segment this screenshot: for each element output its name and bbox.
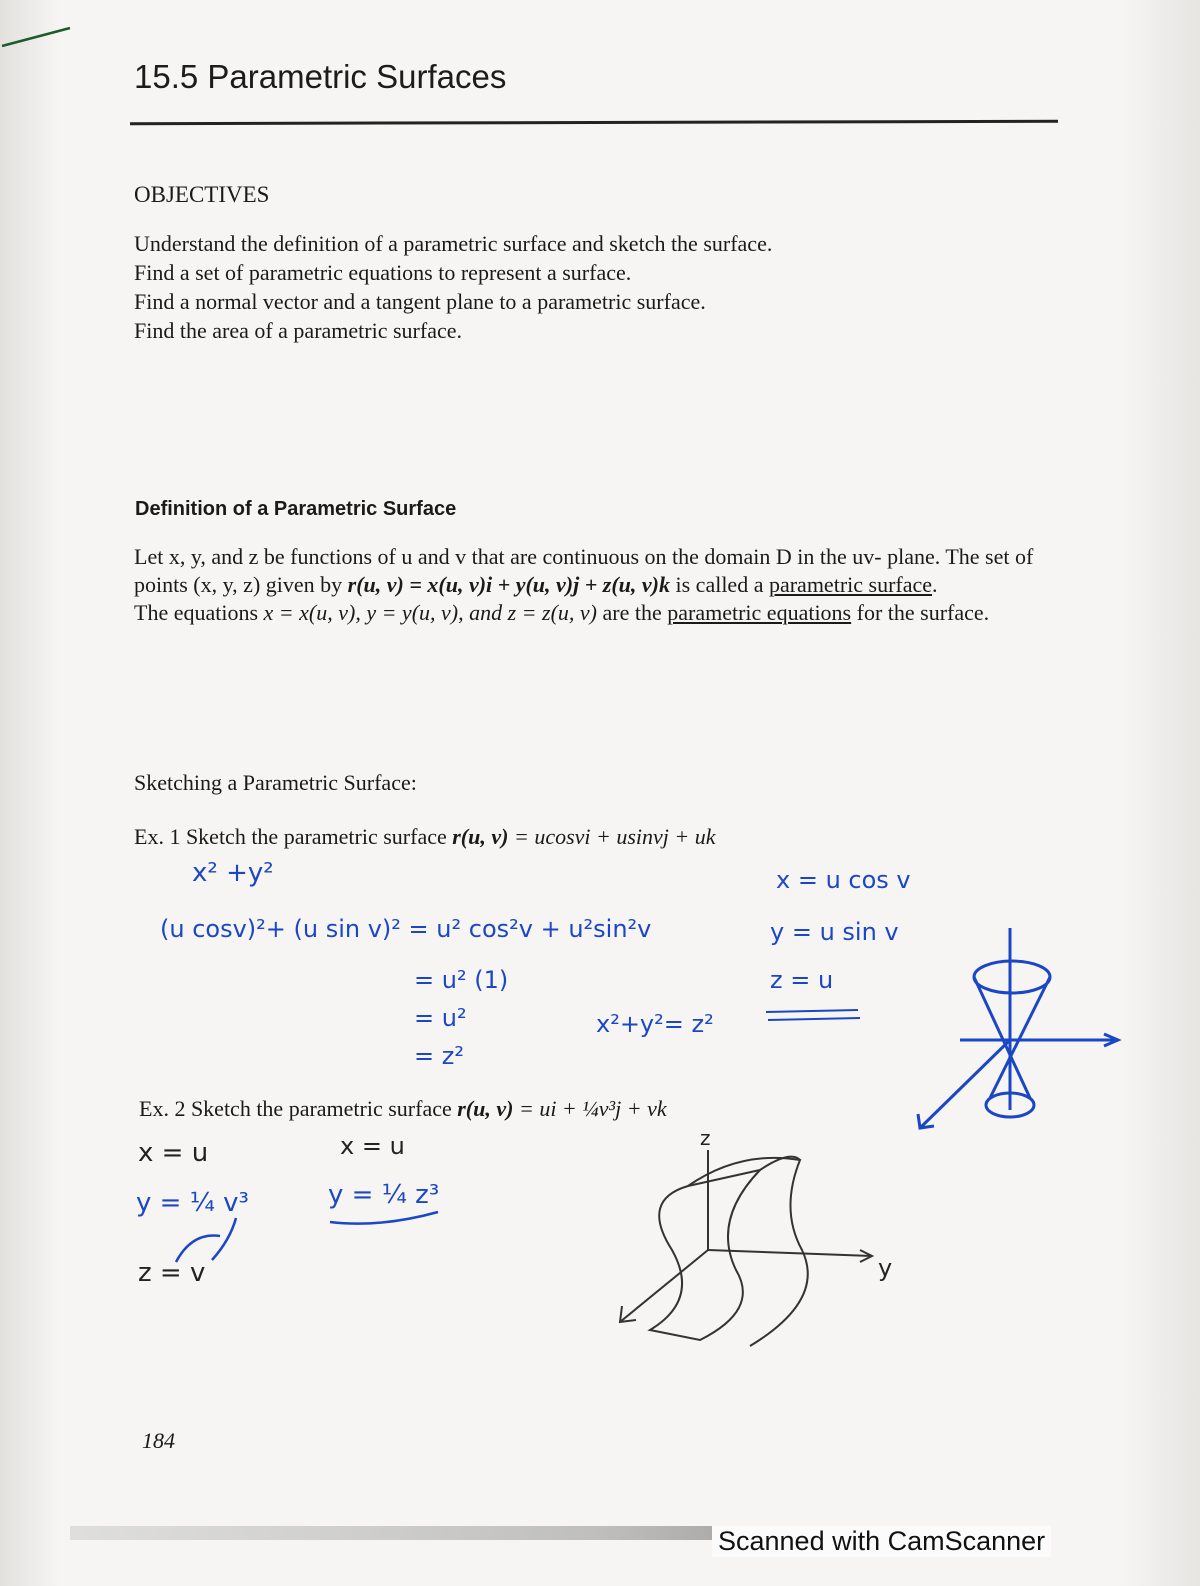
hw-ex1-param-z: z = u: [770, 966, 834, 994]
scan-edge-artifact: [70, 1526, 730, 1540]
hw-ex1-param-x: x = u cos v: [776, 866, 911, 894]
page-title: 15.5 Parametric Surfaces: [134, 58, 507, 95]
example-label: Ex. 1 Sketch the parametric surface: [134, 824, 453, 849]
objective-item: Find a set of parametric equations to represent a surface.: [134, 260, 632, 285]
definition-term: parametric equations: [667, 600, 852, 625]
definition-text: are the: [597, 600, 668, 625]
cone-top-ellipse: [974, 961, 1050, 993]
example-equation-lhs: r(u, v): [452, 824, 509, 849]
hw-ex1-line2: (u cosv)²+ (u sin v)² = u² cos²v + u²sin²v: [160, 915, 652, 943]
hw-ex2-mid-y: y = ¼ z³: [328, 1180, 440, 1210]
objectives-heading: OBJECTIVES: [134, 182, 270, 207]
page-number: 184: [142, 1428, 175, 1453]
definition-text: Let x, y, and z be functions of u and v that are continuous on the domain D in the uv- plane. The set of points (x, y, z) given by: [134, 544, 1034, 597]
hw-ex1-line4: = u²: [414, 1004, 467, 1032]
example-equation-rhs: = ucosvi + usinvj + uk: [508, 824, 716, 849]
sketching-heading: Sketching a Parametric Surface:: [134, 770, 417, 795]
example-equation-lhs: r(u, v): [457, 1096, 514, 1121]
definition-heading: Definition of a Parametric Surface: [135, 498, 457, 520]
definition-text: for the surface.: [851, 600, 990, 625]
example-label: Ex. 2 Sketch the parametric surface: [139, 1096, 458, 1121]
hw-ex2-left-z: z = v: [138, 1258, 206, 1288]
hw-ex2-left-y: y = ¼ v³: [136, 1188, 249, 1218]
hw-ex1-line1: x² +y²: [192, 858, 274, 888]
definition-equation: r(u, v) = x(u, v)i + y(u, v)j + z(u, v)k: [347, 572, 670, 597]
surface-y-axis: [708, 1250, 872, 1256]
hw-ex1-line3: = u² (1): [414, 966, 509, 994]
hw-ex2-mid-x: x = u: [340, 1132, 405, 1160]
definition-text: .: [932, 572, 938, 597]
surface-sketch: [620, 1150, 872, 1346]
surface-x-axis: [620, 1250, 708, 1322]
hw-ex1-line5: = z²: [414, 1042, 464, 1070]
margin-mark: [2, 28, 70, 46]
hw-ex2-left-x: x = u: [138, 1138, 209, 1168]
hw-ex1-result: x²+y²= z²: [596, 1010, 714, 1038]
hw-underline: [766, 1010, 860, 1020]
definition-term: parametric surface: [768, 572, 933, 597]
hw-ex1-param-y: y = u sin v: [770, 918, 899, 946]
hw-arrows: [176, 1212, 438, 1262]
cone-sketch: [918, 928, 1118, 1128]
objective-item: Find a normal vector and a tangent plane to a parametric surface.: [134, 289, 706, 314]
camscanner-watermark: Scanned with CamScanner: [712, 1526, 1051, 1557]
objective-item: Understand the definition of a parametric surface and sketch the surface.: [134, 231, 773, 256]
hw-ex2-axis-z-label: z: [700, 1126, 711, 1150]
hw-curved-arrow: [212, 1218, 236, 1260]
surface-front-face: [650, 1170, 760, 1340]
definition-equation: x = x(u, v), y = y(u, v), and z = z(u, v): [263, 600, 598, 625]
definition-text: is called a: [670, 572, 769, 597]
objective-item: Find the area of a parametric surface.: [134, 318, 462, 343]
hw-brace: [330, 1212, 438, 1224]
hw-ex2-axis-y-label: y: [878, 1254, 893, 1282]
example-equation-rhs: = ui + ¼v³j + vk: [513, 1096, 667, 1121]
definition-text: The equations: [134, 600, 264, 625]
